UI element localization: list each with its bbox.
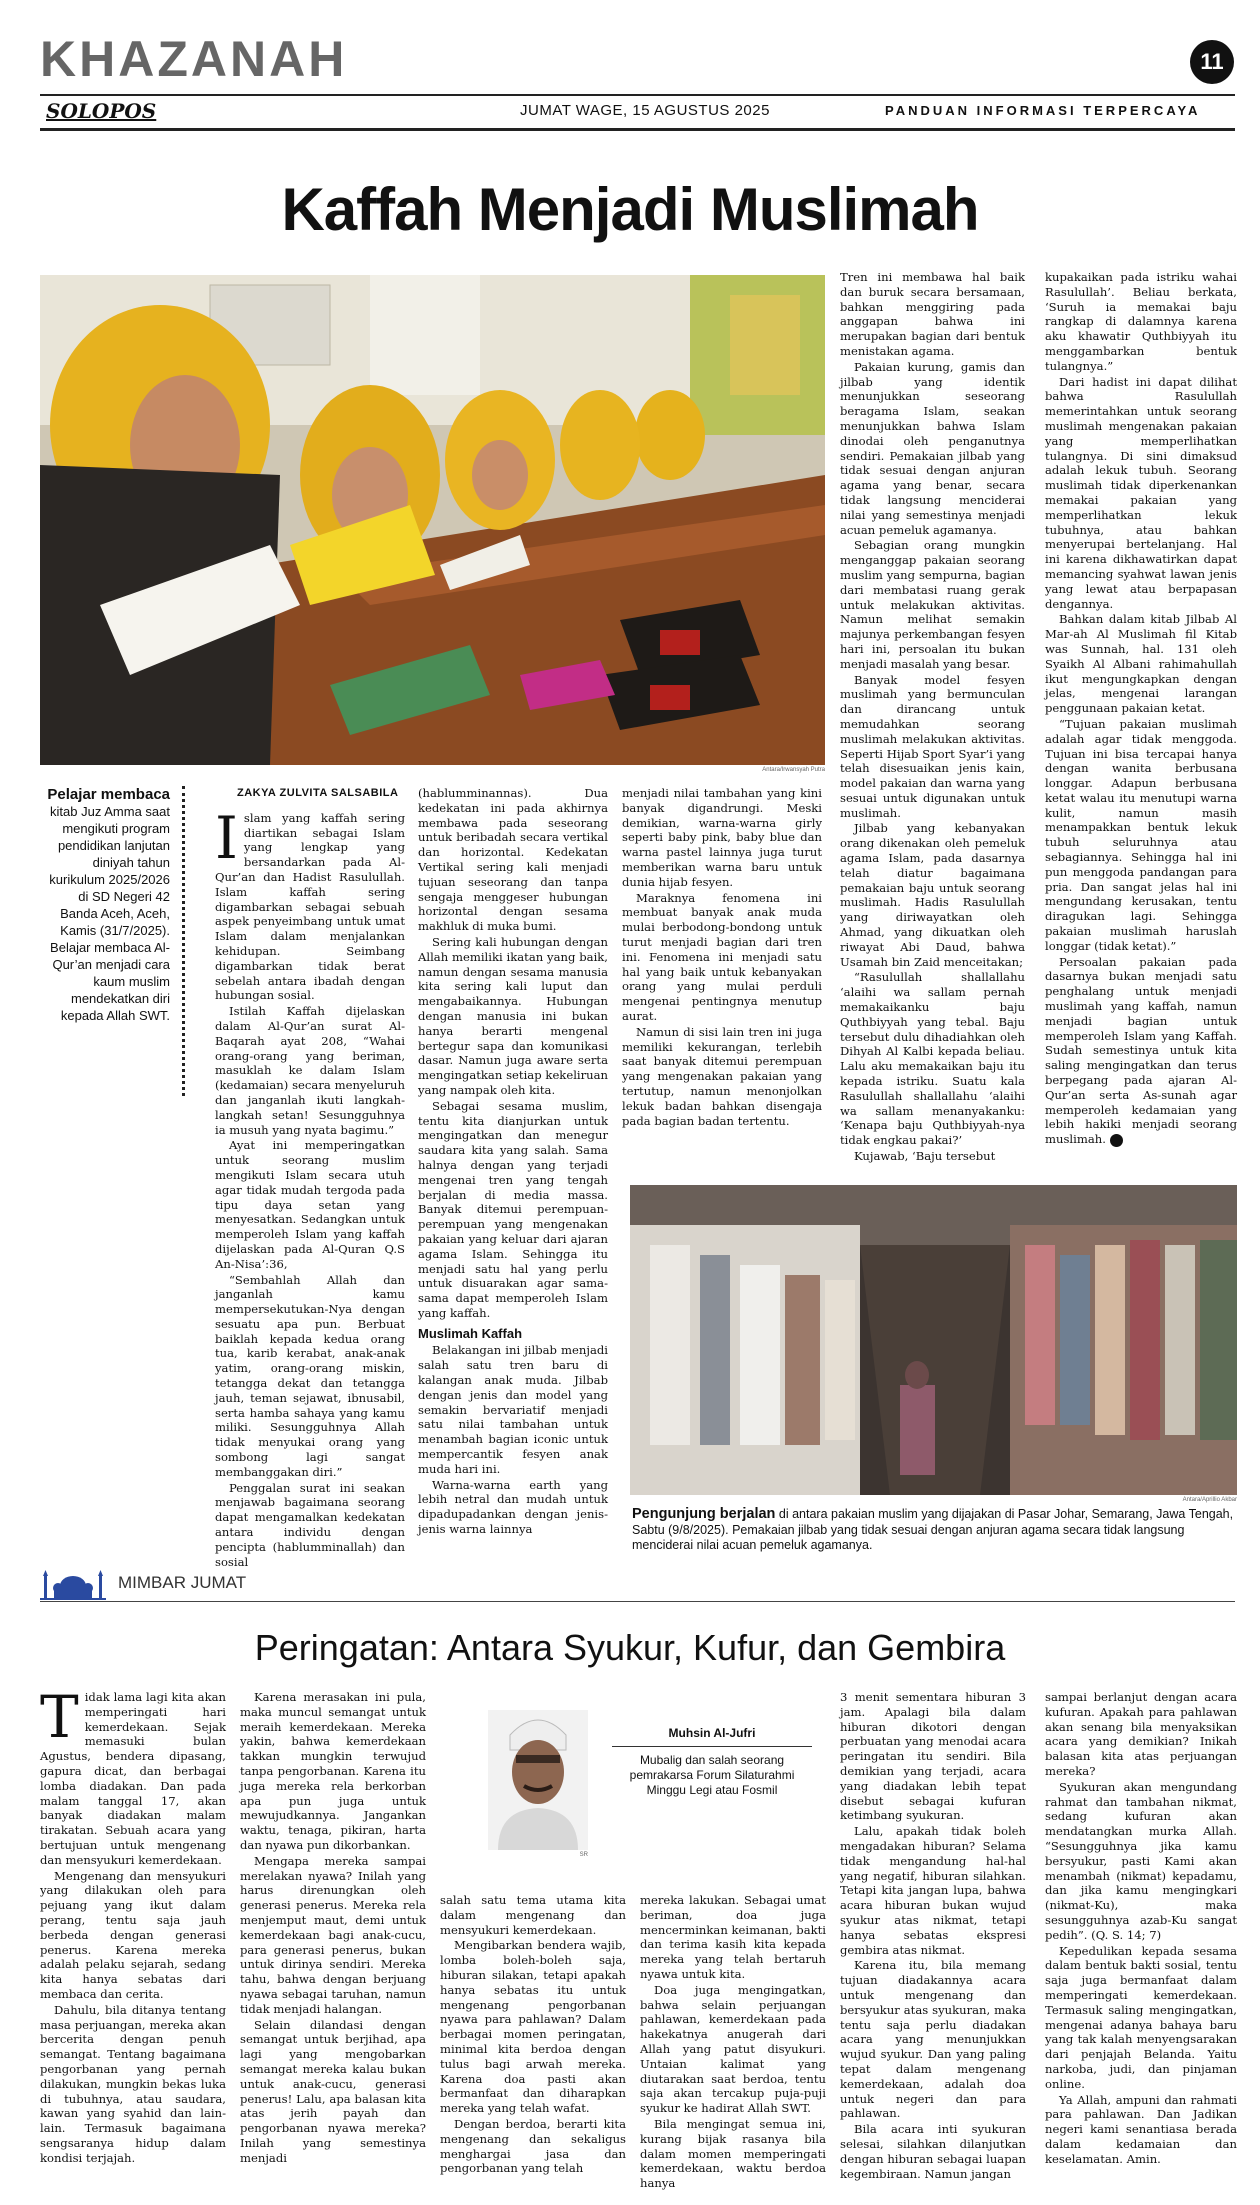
paragraph: Belakangan ini jilbab menjadi salah satu tren baru di kalangan anak muda. Jilbab dengan jenis dan model yang semakin bervariatif menjadi satu nilai tambahan untuk menambah bagian iconic untuk mempercantik fesyen anak muda hari ini. (418, 1343, 608, 1476)
page-number-badge: 11 (1190, 40, 1234, 84)
paragraph: Ayat ini memperingatkan untuk seorang muslim mengikuti Islam secara utuh agar tidak mudah tergoda pada tipu daya setan yang menyesatkan. Sedangkan untuk memperoleh Islam yang kaffah dijelaskan pada Al-Quran Q.S An-Nisa’:36, (215, 1138, 405, 1271)
article1-column-5 (1045, 270, 1237, 1148)
photo1-caption-lead: Pelajar membaca (47, 786, 170, 803)
paragraph: idak lama lagi kita akan memperingati hari kemerdekaan. Sejak memasuki bulan Agustus, bendera dipasang, gapura dicat, dan berbagai lomba diadakan. Dan pada malam tanggal 17, akan banyak diadakan malam tirakatan. Sebuah acara yang bertujuan untuk mengenang dan mensyukuri kemerdekaan. (40, 1690, 226, 1867)
author-portrait (488, 1710, 588, 1850)
section-label: MIMBAR JUMAT (118, 1573, 247, 1592)
paragraph: Dari hadist ini dapat dilihat bahwa Rasulullah memerintahkan untuk seorang muslimah mengenakan pakaian yang memperlihatkan tulangnya. Di sini dimaksud adalah lekuk tubuh. Seorang muslimah tidak diperkenankan memakai pakaian yang memperlihatkan lekuk tubuhnya, atau bahkan menyerupai bertelanjang. Hal ini karena dikhawatirkan dapat memancing syahwat lawan jenis yang lewat atau berpapasan dengannya. (1045, 374, 1237, 611)
article2-column-6 (1045, 1690, 1237, 2168)
photo1-caption-text: kitab Juz Amma saat mengikuti program pendidikan lanjutan diniyah tahun kurikulum 2025/2026 di SD Negeri 42 Banda Aceh, Aceh, Kamis (31/7/2025). Belajar membaca Al-Qur’an menjadi cara kaum muslim mendekatkan diri kepada Allah SWT. (49, 804, 170, 1023)
paragraph: Selain dilandasi dengan semangat untuk berjihad, apa lagi yang mengobarkan semangat mereka kalau bukan untuk anak-cucu, generasi penerus! Lalu, apa balasan kita atas jerih payah dan pengorbanan nyawa mereka? Inilah yang semestinya menjadi (240, 2017, 426, 2165)
paragraph: Bahkan dalam kitab Jilbab Al Mar-ah Al Muslimah fil Kitab was Sunnah, hal. 131 oleh Syaikh Al Albani rahimahullah ikut mengungkapkan dengan jelas, mengenai larangan penggunaan pakaian ketat. (1045, 612, 1237, 716)
paragraph: “Rasulullah shallallahu ‘alaihi wa sallam pernah memakaikanku baju Quthbiyyah yang tebal. Baju tersebut dulu dihadiahkan oleh Dihyah Al Kalbi kepada beliau. Lalu aku memakaikan baju itu kepada istriku. Suatu kala Rasulullah shallallahu ‘alaihi wa sallam menanyakanku: ‘Kenapa baju Quthbiyyah-nya tidak engkau pakai?’ (840, 970, 1025, 1148)
paragraph: (hablumminannas). Dua kedekatan ini pada akhirnya membawa pada seseorang untuk beribadah secara vertikal dan horizontal. Kedekatan Vertikal sering kali menjadi tujuan seseorang dan tanpa sengaja menggeser hubungan horizontal dengan sesama makhluk di muka bumi. (418, 786, 608, 934)
article2-column-2 (240, 1690, 426, 2167)
section-divider (40, 1601, 1235, 1602)
paragraph: Doa juga mengingatkan, bahwa selain perjuangan pahlawan, kemerdekaan pada hakekatnya anugerah dari Allah yang patut disyukuri. Untaian kalimat yang diutarakan saat berdoa, tentu saja akan tercakup puja-puji syukur ke hadirat Allah SWT. (640, 1982, 826, 2116)
paragraph: Warna-warna earth yang lebih netral dan mudah untuk dipadupadankan dengan jenis-jenis warna lainnya (418, 1477, 608, 1537)
photo-clothing-market-image (630, 1185, 1237, 1495)
paragraph: Sering kali hubungan dengan Allah memiliki ikatan yang baik, namun dengan sesama manusia kita sering kali luput dan mengabaikannya. Hubungan dengan manusia ini bukan hanya berarti mengenal bertegur sapa dan komunikasi dasar. Namun juga aware serta mengingatkan setiap kekeliruan yang nampak oleh kita. (418, 934, 608, 1097)
photo2-caption-text: di antara pakaian muslim yang dijajakan di Pasar Johar, Semarang, Jawa Tengah, Sabtu (9/8/2025). Pemakaian jilbab yang tidak sesuai dengan anjuran agama secara tidak langsung menciderai nilai acuan pemeluk agamanya. (632, 1507, 1234, 1552)
byline: ZAKYA ZULVITA SALSABILA (237, 787, 399, 799)
paragraph: Persoalan pakaian pada dasarnya bukan menjadi satu penghalang untuk menjadi muslimah yang kaffah, namun menjadi bagian untuk memperoleh Islam yang Kaffah. Sudah semestinya untuk kita saling mengingatkan dan terus berpegang pada ajaran Al-Qur’an serta As-sunah agar memperoleh kedamaian yang lebih hakiki menjadi seorang muslimah. (1045, 954, 1237, 1147)
article2-column-5 (840, 1690, 1026, 2182)
author-name: Muhsin Al-Jufri (612, 1726, 812, 1747)
article1-column-1 (215, 786, 405, 1570)
paragraph: Sebagai sesama muslim, tentu kita dianjurkan untuk mengingatkan dan menegur saudara kita yang salah. Sama halnya dengan yang terjadi mengenai tren yang tengah berjalan di media massa. Banyak ditemui perempuan-perempuan yang mengenakan pakaian yang keluar dari ajaran agama Islam. Sehingga itu menjadi satu hal yang perlu untuk disuarakan agar sama-sama dapat memperoleh Islam yang kaffah. (418, 1098, 608, 1320)
paragraph: mereka lakukan. Sebagai umat beriman, doa juga mencerminkan keimanan, bakti dan terima kasih kita kepada mereka yang telah bertaruh nyawa untuk kita. (640, 1893, 826, 1981)
photo-students-reading (40, 275, 825, 765)
photo2-credit: Antara/Aprillio Akbar (1182, 1497, 1237, 1503)
paragraph: Syukuran akan mengundang rahmat dan tambahan nikmat, sedang kufuran akan mendatangkan murka Allah. “Sesungguhnya jika kamu bersyukur, pasti Kami akan menambah (nikmat) kepadamu, dan jika kamu mengingkari (nikmat-Ku), maka sesungguhnya azab-Ku sangat pedih”. (Q. S. 14; 7) (1045, 1779, 1237, 1942)
header-rule-top (40, 94, 1235, 96)
paragraph: menjadi nilai tambahan yang kini banyak digandrungi. Meski demikian, warna-warna girly seperti baby pink, baby blue dan warna pastel lainnya juga turut memberikan warna baru untuk dunia hijab fesyen. (622, 786, 822, 889)
article1-column-3 (622, 786, 822, 1129)
article2-column-4 (640, 1893, 826, 2192)
photo2-caption (632, 1507, 1237, 1554)
paragraph: Kepedulikan kepada sesama dalam bentuk bakti sosial, tentu saja juga bermanfaat dalam memperingati kemerdekaan. Termasuk saling mengingatkan, mengenai adanya bahaya baru yang tak kalah menyengsarakan dari penjajah Belanda. Yaitu narkoba, judi, dan pinjaman online. (1045, 1943, 1237, 2091)
paragraph: Tren ini membawa hal baik dan buruk secara bersamaan, bahkan menggiring pada anggapan bahwa ini merupakan bagian dari bentuk menistakan agama. (840, 270, 1025, 358)
paragraph: Namun di sisi lain tren ini juga memiliki kekurangan, terlebih saat banyak ditemui perempuan yang mengenakan pakaian yang tertutup, namun menonjolkan lekuk badan bahkan disengaja pada bagian badan tertentu. (622, 1024, 822, 1128)
photo1-caption (40, 786, 170, 1024)
paragraph: sampai berlanjut dengan acara kufuran. Apakah para pahlawan akan senang bila menyaksikan acara yang demikian? Inikah balasan kita atas perjuangan mereka? (1045, 1690, 1237, 1778)
photo-clothing-market (630, 1185, 1237, 1495)
end-of-article-icon (1110, 1134, 1123, 1147)
author-title: Mubalig dan salah seorang pemrakarsa Forum Silaturahmi Minggu Legi atau Fosmil (629, 1753, 795, 1797)
caption-dotted-divider (182, 786, 185, 1096)
article2-column-1 (40, 1683, 226, 2167)
paragraph: slam yang kaffah sering diartikan sebagai Islam yang lengkap yang bersandarkan pada Al-Qur’an dan Hadist Rasulullah. Islam kaffah sering digambarkan sebagai sebuah aspek penyeimbang untuk umat Islam dalam menjalankan kehidupan. Seimbang digambarkan tidak berat sebelah antara ibadah dengan hubungan sosial. (215, 810, 405, 1003)
newspaper-tagline: PANDUAN INFORMASI TERPERCAYA (885, 103, 1201, 118)
paragraph: Ya Allah, ampuni dan rahmati para pahlawan. Dan Jadikan negeri kami senantiasa berada dalam kedamaian dan keselamatan. Amin. (1045, 2092, 1237, 2166)
paragraph: kupakaikan pada istriku wahai Rasulullah’. Beliau berkata, ‘Suruh ia memakai baju rangkap di dalamnya karena aku khawatir Quthbiyyah itu menggambarkan bentuk tulangnya.” (1045, 270, 1237, 373)
photo1-credit: Antara/Irwansyah Putra (762, 767, 825, 773)
mosque-icon (40, 1570, 106, 1600)
article1-column-2 (418, 786, 608, 1538)
article2-headline: Peringatan: Antara Syukur, Kufur, dan Gembira (254, 1627, 1006, 1668)
paragraph: Karena merasakan ini pula, maka muncul semangat untuk meraih kemerdekaan. Mereka yakin, bahwa kemerdekaan takkan mungkin terwujud tanpa pengorbanan. Karena itu juga mereka rela berkorban apa pun juga untuk mewujudkannya. Jangankan waktu, tenaga, pikiran, harta dan nyawa pun dikorbankan. (240, 1690, 426, 1852)
photo2-caption-lead: Pengunjung berjalan (632, 1506, 776, 1522)
paragraph: Mengibarkan bendera wajib, lomba boleh-boleh saja, hiburan silakan, tetapi apakah hanya sebatas itu untuk mengenang pengorbanan nyawa para pahlawan? Dalam berbagai momen peringatan, minimal kita berdoa dengan tulus bagi arwah mereka. Karena doa pasti akan bermanfaat dan diharapkan mereka yang telah wafat. (440, 1938, 626, 2116)
paragraph: Bila mengingat semua ini, kurang bijak rasanya bila dalam momen memperingati kemerdekaan, waktu berdoa hanya (640, 2116, 826, 2191)
paragraph: “Sembahlah Allah dan janganlah kamu mempersekutukan-Nya dengan sesuatu apa pun. Berbuat baiklah kepada kedua orang tua, karib kerabat, anak-anak yatim, orang-orang miskin, tetangga dekat dan tetangga jauh, teman sejawat, ibnusabil, serta hamba sahaya yang kamu miliki. Sesungguhnya Allah tidak menyukai orang yang sombong lagi sangat membanggakan diri.” (215, 1272, 405, 1479)
article-headline: Kaffah Menjadi Muslimah (281, 176, 979, 243)
dropcap: I (215, 803, 238, 872)
article1-column-4 (840, 270, 1025, 1165)
dropcap: T (40, 1683, 79, 1751)
section-rubric: KHAZANAH (40, 31, 348, 87)
paragraph: Dengan berdoa, berarti kita mengenang dan sekaligus menghargai jasa dan pengorbanan yang telah (440, 2116, 626, 2176)
paragraph: Jilbab yang kebanyakan orang dikenakan oleh pemeluk agama Islam, pada dasarnya telah diatur bagaimana pemakaian baju untuk seorang muslimah. Hadis Rasulullah yang diriwayatkan oleh Ahmad, yang dikuatkan oleh riwayat Abi Daud, bahwa Usamah bin Zaid menceitakan; (840, 821, 1025, 969)
paragraph: Maraknya fenomena ini membuat banyak anak muda mulai berbodong-bondong untuk turut menjadi bagian dari tren ini. Fenomena ini menjadi satu hal yang baik untuk kebanyakan orang yang mulai perduli mengenai pentingnya menutup aurat. (622, 890, 822, 1023)
author-photo-credit: SR (579, 1852, 588, 1858)
photo-students-reading-image (40, 275, 825, 765)
paragraph: Bila acara inti syukuran selesai, silahkan dilanjutkan dengan hiburan sebagai luapan kegembiraan. Namun jangan (840, 2122, 1026, 2181)
paragraph: Dahulu, bila ditanya tentang masa perjuangan, mereka akan bercerita dengan penuh semangat. Tentang bagaimana pengorbanan yang pernah dilakukan, mungkin bekas luka di tubuhnya, atau saudara, kawan yang syahid dan lain-lain. Termasuk bagaimana sengsaranya hidup dalam kondisi terjajah. (40, 2002, 226, 2165)
paragraph: salah satu tema utama kita dalam mengenang dan mensyukuri kemerdekaan. (440, 1893, 626, 1937)
issue-date: JUMAT WAGE, 15 AGUSTUS 2025 (520, 102, 770, 119)
newspaper-logo: SOLOPOS (46, 99, 157, 123)
paragraph: 3 menit sementara hiburan 3 jam. Apalagi bila dalam hiburan dikotori dengan perbuatan yang menodai acara peringatan itu sendiri. Bila demikian yang terjadi, acara yang diadakan lebih tepat disebut sebagai kufuran ketimbang syukuran. (840, 1690, 1026, 1823)
paragraph: Sebagian orang mungkin menganggap pakaian seorang muslim yang sempurna, bagian dari membatasi ruang gerak untuk melakukan aktivitas. Namun melihat semakin majunya perkembangan fesyen hari ini, persoalan itu bukan menjadi masalah yang besar. (840, 538, 1025, 671)
paragraph: Lalu, apakah tidak boleh mengadakan hiburan? Selama tidak mengandung hal-hal yang negatif, hiburan silahkan. Tetapi kita jangan lupa, bahwa acara hiburan bukan wujud syukur atas nikmat, tetapi hanya sebatas ekspresi gembira atas nikmat. (840, 1824, 1026, 1957)
author-photo (488, 1710, 588, 1850)
paragraph: Kujawab, ‘Baju tersebut (854, 1149, 996, 1164)
article2-column-3 (440, 1893, 626, 2177)
paragraph: Banyak model fesyen muslimah yang bermunculan dan dirancang untuk memudahkan seorang muslimah melakukan aktivitas. Seperti Hijab Sport Syar’i yang telah disesuaikan jenis kain, model pakaian dan warna yang sesuai untuk digunakan untuk muslimah. (840, 672, 1025, 820)
paragraph: Mengapa mereka sampai merelakan nyawa? Inilah yang harus direnungkan oleh generasi penerus. Mereka rela menjemput maut, demi untuk kemerdekaan bagi anak-cucu, para generasi penerus, bukan untuk dirinya sendiri. Mereka tahu, bahwa dengan berjuang nyawa sebagai taruhan, namun tidak menjadi halangan. (240, 1853, 426, 2016)
paragraph: “Tujuan pakaian muslimah adalah agar tidak menggoda. Tujuan ini bisa tercapai hanya dengan wanita berbusana longgar. Adapun berbusana ketat walau itu menutupi warna kulit, namun masih menampakkan bentuk lekuk tubuh seluruhnya atau sebagiannya. Sehingga hal ini pun menggoda pandangan para pria. Dan sangat jelas hal ini mengundang kerusakan, tentu diragukan lagi. Sehingga pakaian muslimah haruslah longgar (tidak ketat).” (1045, 716, 1237, 953)
subheading: Muslimah Kaffah (418, 1325, 523, 1341)
paragraph: Penggalan surat ini seakan menjawab bagaimana seorang dapat mengamalkan kedekatan antara individu dengan pencipta (hablumminallah) dan sosial (215, 1480, 405, 1569)
header-rule-bottom (40, 128, 1235, 131)
paragraph: Istilah Kaffah dijelaskan dalam Al-Qur’an surat Al-Baqarah ayat 208, “Wahai orang-orang yang beriman, masuklah ke dalam Islam (kedamaian) secara menyeluruh dan janganlah ikuti langkah-langkah setan! Sesungguhnya ia musuh yang nyata bagimu.” (215, 1004, 405, 1137)
paragraph: Karena itu, bila memang tujuan diadakannya acara untuk mengenang dan bersyukur atas syukuran, maka tentu saja perlu diadakan acara yang menunjukkan wujud syukur. Dan yang paling tepat dalam mengenang kemerdekaan, adalah doa untuk negeri dan para pahlawan. (840, 1958, 1026, 2121)
paragraph: Pakaian kurung, gamis dan jilbab yang identik menunjukkan seseorang beragama Islam, seakan menunjukkan bahwa Islam dinodai oleh penganutnya sendiri. Pemakaian jilbab yang tidak sesuai dengan anjuran agama yang benar, secara tidak langsung menciderai nilai yang semestinya menjadi acuan pemeluk agamanya. (840, 359, 1025, 537)
paragraph: Mengenang dan mensyukuri yang dilakukan oleh para pejuang yang ikut dalam perang, tentu saja jauh berbeda dengan generasi penerus. Karena mereka adalah pelaku sejarah, sedang kita hanya sebatas dari membaca dan cerita. (40, 1868, 226, 2001)
